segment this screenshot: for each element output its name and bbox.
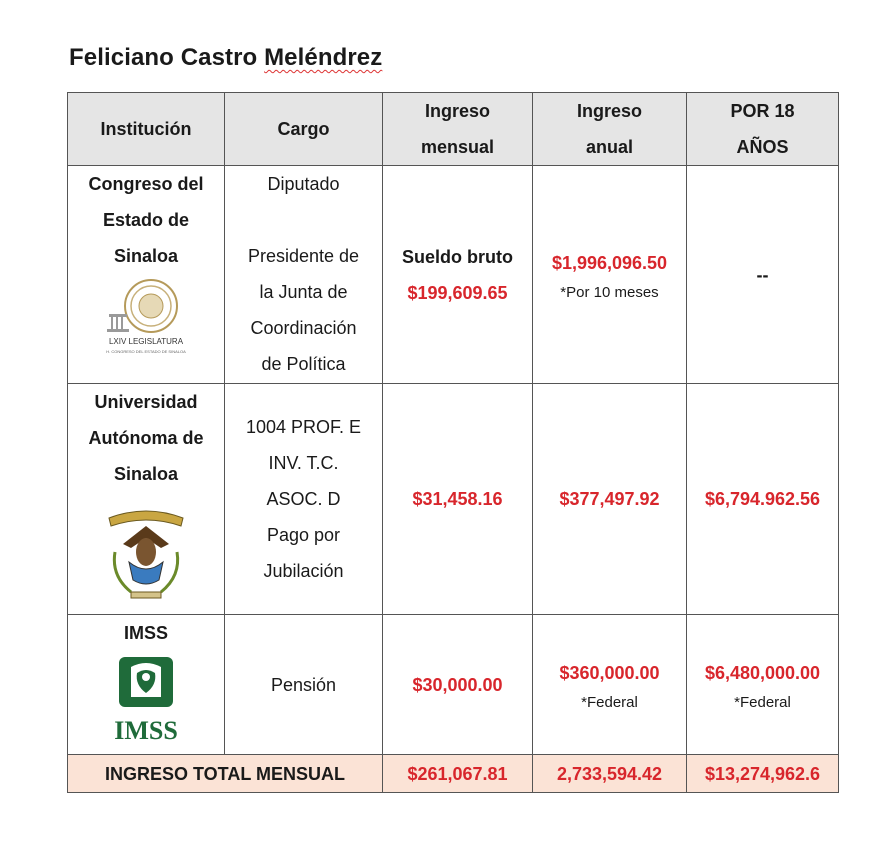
total-mensual: $261,067.81 [383, 755, 533, 793]
por-18-anos-cell: -- [687, 166, 839, 384]
institucion-cell: Congreso del Estado de Sinaloa LXIV LEGISLATURA H. CONGRESO DEL ESTADO DE SINALOA [68, 166, 225, 384]
logo-caption: LXIV LEGISLATURA [108, 337, 184, 346]
ingreso-anual-cell: $1,996,096.50 *Por 10 meses [533, 166, 687, 384]
ingreso-mensual-cell: $30,000.00 [383, 615, 533, 755]
cargo-cell: Pensión [225, 615, 383, 755]
header-por-18-anos: POR 18 AÑOS [687, 93, 839, 166]
por-18-anos-cell: $6,794.962.56 [687, 384, 839, 615]
total-row [68, 755, 839, 793]
institucion-cell: Universidad Autónoma de Sinaloa [68, 384, 225, 615]
income-table [67, 92, 839, 793]
header-row [68, 93, 839, 166]
total-anual: 2,733,594.42 [533, 755, 687, 793]
table-row [68, 166, 839, 384]
header-institucion: Institución [68, 93, 225, 166]
total-por-18-anos: $13,274,962.6 [687, 755, 839, 793]
por-18-anos-cell: $6,480,000.00 *Federal [687, 615, 839, 755]
imss-wordmark: IMSS [114, 716, 178, 745]
header-ingreso-anual: Ingreso anual [533, 93, 687, 166]
table-row [68, 384, 839, 615]
header-cargo: Cargo [225, 93, 383, 166]
logo-subcaption: H. CONGRESO DEL ESTADO DE SINALOA [106, 349, 186, 354]
ingreso-mensual-cell: $31,458.16 [383, 384, 533, 615]
page-title [69, 44, 382, 72]
total-label: INGRESO TOTAL MENSUAL [68, 755, 383, 793]
ingreso-anual-cell: $360,000.00 *Federal [533, 615, 687, 755]
cargo-cell: 1004 PROF. E INV. T.C. ASOC. D Pago por Jubilación [225, 384, 383, 615]
congreso-seal-logo [101, 278, 191, 356]
uas-crest-logo [101, 496, 191, 606]
ingreso-anual-cell: $377,497.92 [533, 384, 687, 615]
ingreso-mensual-cell: Sueldo bruto $199,609.65 [383, 166, 533, 384]
cargo-cell: Diputado Presidente de la Junta de Coordinación de Política [225, 166, 383, 384]
title-first-name: Feliciano Castro [69, 44, 265, 71]
institucion-cell: IMSS IMSS [68, 615, 225, 755]
title-last-name: Meléndrez [264, 44, 383, 71]
table-row [68, 615, 839, 755]
imss-logo [109, 655, 183, 747]
header-ingreso-mensual: Ingreso mensual [383, 93, 533, 166]
